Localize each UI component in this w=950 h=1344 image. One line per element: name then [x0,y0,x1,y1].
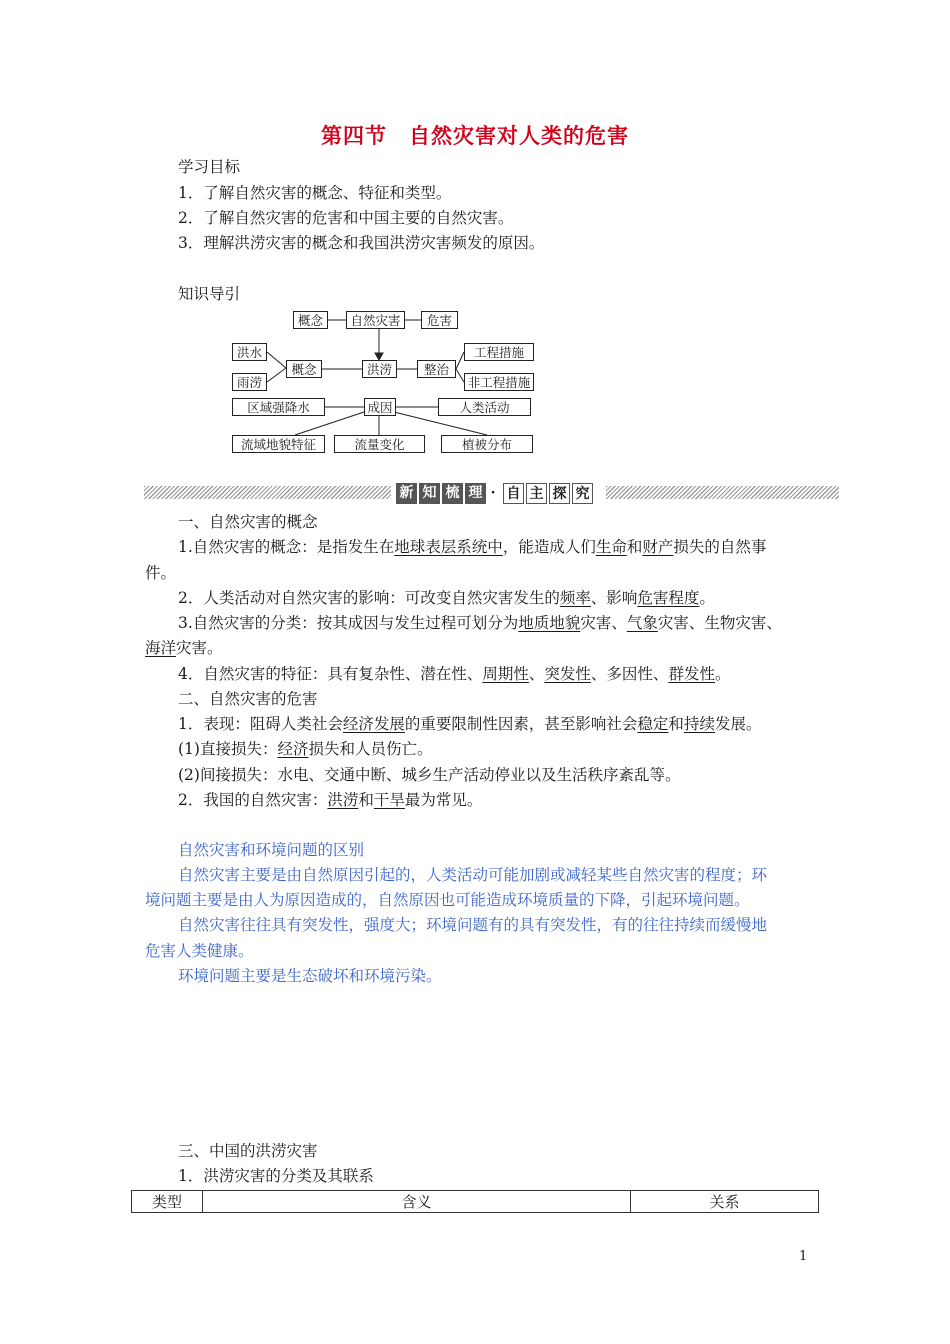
note-line: 自然灾害主要是由自然原因引起的，人类活动可能加剧或减轻某些自然灾害的程度；环 [178,866,768,884]
page-number: 1 [799,1249,808,1264]
node-flow-change: 流量变化 [334,435,425,453]
part3-subheading: 1．洪涝灾害的分类及其联系 [178,1167,374,1185]
banner-char: 自 [503,483,524,504]
table-header-relation: 关系 [631,1191,819,1213]
banner-stripe-left [144,486,391,499]
node-flood-water: 洪水 [232,343,267,361]
banner-dot: · [490,485,496,501]
table-header-type: 类型 [132,1191,203,1213]
goal-item: 1．了解自然灾害的概念、特征和类型。 [178,184,452,202]
note-heading: 自然灾害和环境问题的区别 [178,841,365,859]
banner-stripe-right [606,486,839,499]
table-header-meaning: 含义 [203,1191,631,1213]
table-header-row [132,1191,819,1213]
part1-paragraph-1-cont: 件。 [145,564,177,582]
note-line: 自然灾害往往具有突发性，强度大；环境问题有的具有突发性，有的往往持续而缓慢地 [178,916,768,934]
banner-char: 究 [572,483,593,504]
banner-char: 知 [419,483,440,504]
banner-char: 主 [526,483,547,504]
part1-paragraph-2: 2．人类活动对自然灾害的影响：可改变自然灾害发生的频率、影响危害程度。 [178,589,715,607]
node-basin-landform: 流域地貌特征 [232,435,325,453]
node-rain-log: 雨涝 [232,373,267,391]
part2-paragraph-1: 1．表现：阻碍人类社会经济发展的重要限制性因素，甚至影响社会稳定和持续发展。 [178,715,762,733]
banner-char: 理 [465,483,486,504]
note-line: 境问题主要是由人为原因造成的，自然原因也可能造成环境质量的下降，引起环境问题。 [145,891,750,909]
note-line: 危害人类健康。 [145,942,254,960]
node-governance: 整治 [417,360,456,378]
part1-paragraph-3-cont: 海洋灾害。 [145,639,223,657]
node-human-activity: 人类活动 [438,398,531,416]
part2-heading: 二、自然灾害的危害 [178,690,318,708]
node-concept-mid: 概念 [286,360,322,378]
node-flood: 洪涝 [362,360,397,378]
node-vegetation: 植被分布 [441,435,533,453]
guide-heading: 知识导引 [178,285,241,303]
part1-heading: 一、自然灾害的概念 [178,513,318,531]
goal-item: 2．了解自然灾害的危害和中国主要的自然灾害。 [178,209,514,227]
banner-char: 新 [396,483,417,504]
part2-paragraph-3: (2)间接损失：水电、交通中断、城乡生产活动停业以及生活秩序紊乱等。 [178,766,681,784]
part2-paragraph-2: (1)直接损失：经济损失和人员伤亡。 [178,740,433,758]
part1-paragraph-4: 4．自然灾害的特征：具有复杂性、潜在性、周期性、突发性、多因性、群发性。 [178,665,731,683]
flood-types-table [131,1190,819,1213]
node-concept-top: 概念 [293,311,328,329]
node-harm: 危害 [421,311,458,329]
goal-item: 3．理解洪涝灾害的概念和我国洪涝灾害频发的原因。 [178,234,545,252]
node-cause: 成因 [364,398,396,416]
node-non-engineering: 非工程措施 [464,373,534,391]
goals-heading: 学习目标 [178,158,241,176]
node-disaster: 自然灾害 [346,311,405,329]
part1-paragraph-3: 3.自然灾害的分类：按其成因与发生过程可划分为地质地貌灾害、气象灾害、生物灾害、 [178,614,782,632]
node-engineering: 工程措施 [464,343,534,361]
page-title: 第四节 自然灾害对人类的危害 [321,123,629,148]
note-line: 环境问题主要是生态破坏和环境污染。 [178,967,442,985]
banner-char: 探 [549,483,570,504]
part2-paragraph-4: 2．我国的自然灾害：洪涝和干旱最为常见。 [178,791,483,809]
node-regional-rain: 区域强降水 [232,398,325,416]
part3-heading: 三、中国的洪涝灾害 [178,1142,318,1160]
part1-paragraph-1: 1.自然灾害的概念：是指发生在地球表层系统中，能造成人们生命和财产损失的自然事 [178,538,767,556]
banner-char: 梳 [442,483,463,504]
